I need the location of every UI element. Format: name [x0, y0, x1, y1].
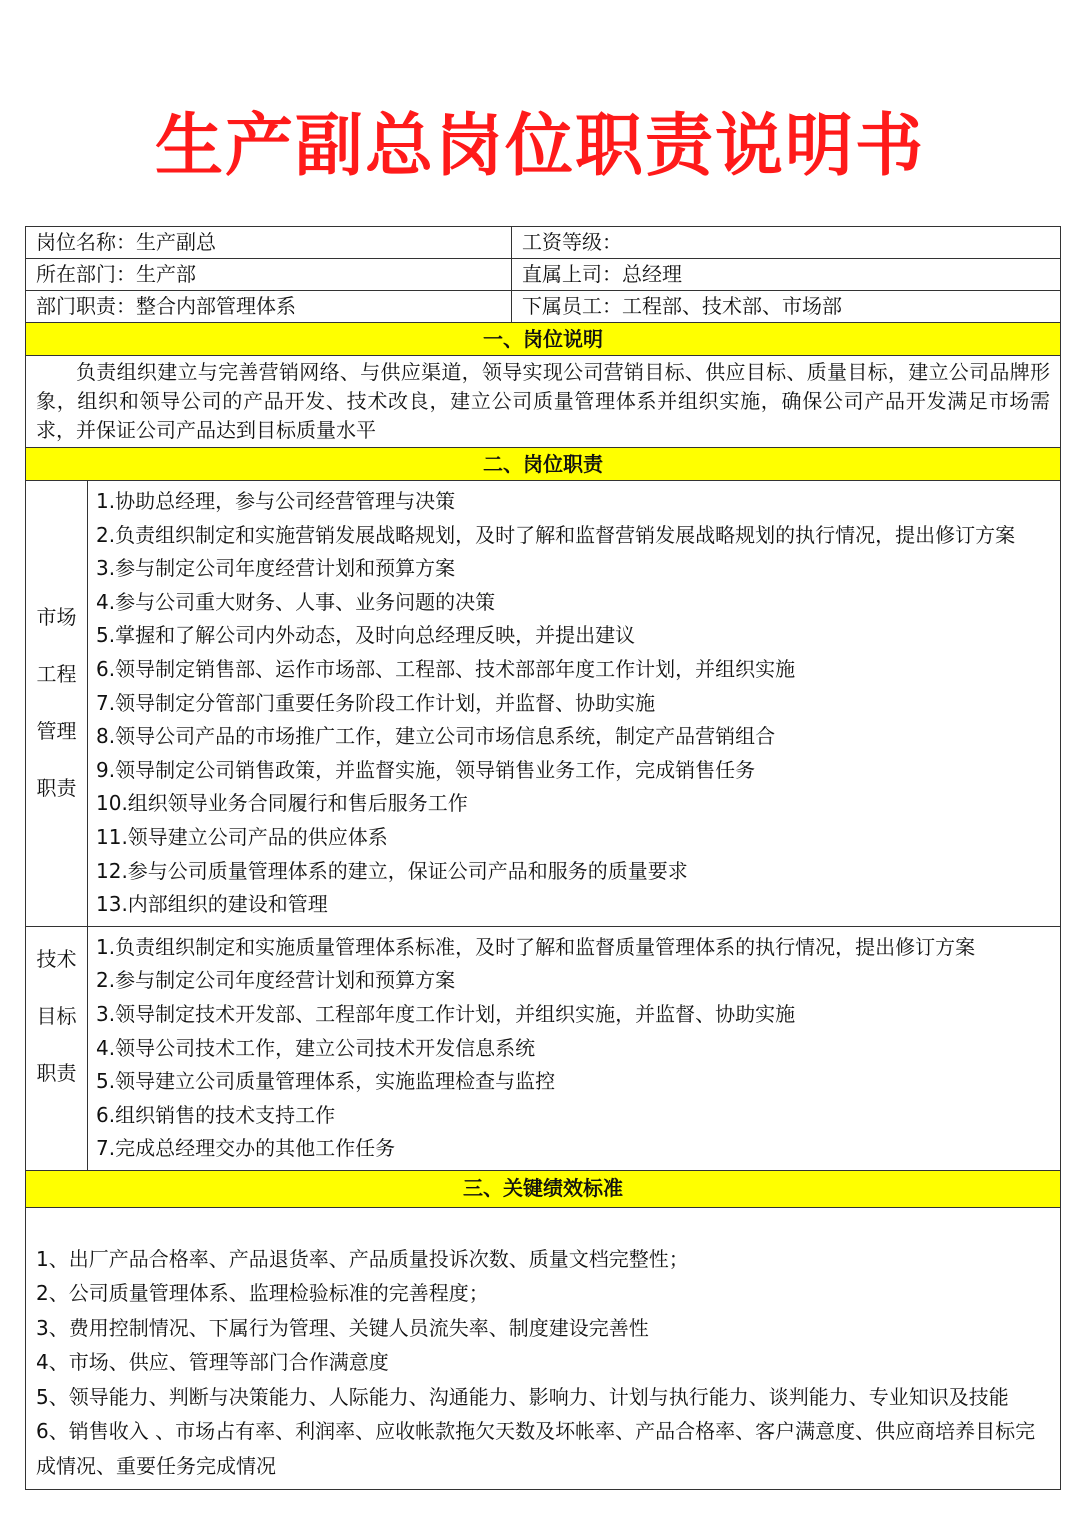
- list-item: 1.负责组织制定和实施质量管理体系标准，及时了解和监督质量管理体系的执行情况，提出修订方案: [96, 934, 976, 959]
- list-item: 5.掌握和了解公司内外动态，及时向总经理反映，并提出建议: [96, 623, 636, 648]
- section2-heading: 二、岗位职责: [26, 448, 1061, 481]
- market-label-line: 管理: [36, 719, 77, 744]
- tech-label-line: 目标: [36, 1003, 77, 1028]
- subordinates-cell: 下属员工：工程部、技术部、市场部: [512, 291, 1061, 323]
- section-header: [26, 323, 1061, 356]
- position-name-cell: 岗位名称：生产副总: [26, 227, 512, 259]
- kpi-list: [26, 1207, 1061, 1490]
- list-item: 7.完成总经理交办的其他工作任务: [96, 1136, 396, 1161]
- list-item: 8.领导公司产品的市场推广工作，建立公司市场信息系统，制定产品营销组合: [96, 724, 776, 749]
- list-item: 6.领导制定销售部、运作市场部、工程部、技术部部年度工作计划，并组织实施: [96, 656, 796, 681]
- market-duties-list: [88, 481, 1061, 927]
- tech-duties-label: [26, 926, 88, 1170]
- section1-heading: 一、岗位说明: [26, 323, 1061, 356]
- supervisor-cell: 直属上司：总经理: [512, 259, 1061, 291]
- list-item: 4.参与公司重大财务、人事、业务问题的决策: [96, 589, 496, 614]
- list-item: 5、领导能力、判断与决策能力、人际能力、沟通能力、影响力、计划与执行能力、谈判能力、专业知识及技能: [36, 1384, 1009, 1409]
- tech-duties-list: [88, 926, 1061, 1170]
- section-header: [26, 448, 1061, 481]
- page-title: 生产副总岗位职责说明书: [154, 107, 925, 186]
- tech-label-line: 技术: [36, 946, 77, 971]
- list-item: 1、出厂产品合格率、产品退货率、产品质量投诉次数、质量文档完整性；: [36, 1246, 689, 1271]
- list-item: 6、销售收入 、市场占有率、利润率、应收帐款拖欠天数及坏帐率、产品合格率、客户满意度、供应商培养目标完成情况、重要任务完成情况: [36, 1419, 1036, 1478]
- description-row: [26, 356, 1061, 448]
- info-row: [26, 227, 1061, 259]
- list-item: 9.领导制定公司销售政策，并监督实施，领导销售业务工作，完成销售任务: [96, 757, 756, 782]
- list-item: 1.协助总经理，参与公司经营管理与决策: [96, 489, 456, 513]
- section-header: [26, 1170, 1061, 1207]
- list-item: 4.领导公司技术工作，建立公司技术开发信息系统: [96, 1035, 536, 1060]
- market-label-line: 工程: [36, 662, 77, 687]
- market-label-line: 职责: [36, 776, 77, 801]
- market-label-line: 市场: [36, 605, 77, 630]
- list-item: 7.领导制定分管部门重要任务阶段工作计划，并监督、协助实施: [96, 690, 656, 715]
- market-duties-label: [26, 481, 88, 927]
- market-duties-row: [26, 481, 1061, 927]
- info-row: [26, 259, 1061, 291]
- tech-duties-row: [26, 926, 1061, 1170]
- dept-duty-cell: 部门职责：整合内部管理体系: [26, 291, 512, 323]
- section3-heading: 三、关键绩效标准: [26, 1170, 1061, 1207]
- salary-grade-cell: 工资等级：: [512, 227, 1061, 259]
- list-item: 3.领导制定技术开发部、工程部年度工作计划，并组织实施，并监督、协助实施: [96, 1001, 796, 1026]
- list-item: 5.领导建立公司质量管理体系，实施监理检查与监控: [96, 1069, 556, 1094]
- list-item: 2.参与制定公司年度经营计划和预算方案: [96, 968, 456, 993]
- list-item: 11.领导建立公司产品的供应体系: [96, 824, 388, 849]
- list-item: 12.参与公司质量管理体系的建立，保证公司产品和服务的质量要求: [96, 858, 688, 883]
- list-item: 4、市场、供应、管理等部门合作满意度: [36, 1350, 389, 1375]
- list-item: 13.内部组织的建设和管理: [96, 892, 328, 917]
- kpi-row: [26, 1207, 1061, 1490]
- job-description-table: [25, 226, 1061, 1490]
- list-item: 2.负责组织制定和实施营销发展战略规划，及时了解和监督营销发展战略规划的执行情况，提出修订方案: [96, 522, 1016, 547]
- department-cell: 所在部门：生产部: [26, 259, 512, 291]
- list-item: 2、公司质量管理体系、监理检验标准的完善程度；: [36, 1281, 489, 1306]
- list-item: 3、费用控制情况、下属行为管理、关键人员流失率、制度建设完善性: [36, 1315, 649, 1340]
- position-description: 负责组织建立与完善营销网络、与供应渠道，领导实现公司营销目标、供应目标、质量目标，建立公司品牌形象，组织和领导公司的产品开发、技术改良，建立公司质量管理体系并组织实施，确保公司产品开发满足市场需求，并保证公司产品达到目标质量水平: [26, 356, 1061, 448]
- list-item: 6.组织销售的技术支持工作: [96, 1102, 336, 1127]
- list-item: 3.参与制定公司年度经营计划和预算方案: [96, 556, 456, 581]
- list-item: 10.组织领导业务合同履行和售后服务工作: [96, 791, 468, 816]
- info-row: [26, 291, 1061, 323]
- tech-label-line: 职责: [36, 1060, 77, 1085]
